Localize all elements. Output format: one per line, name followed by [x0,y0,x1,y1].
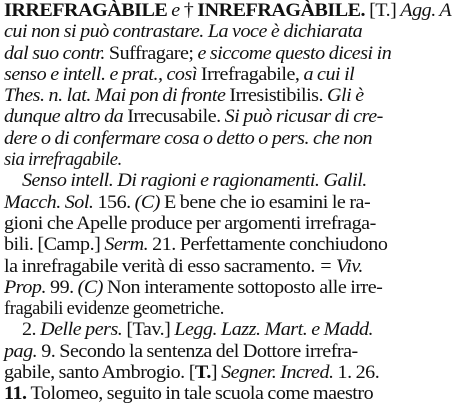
line-content [4,43,391,64]
text-line [4,256,469,277]
line-content [4,298,224,319]
line-content [4,106,383,127]
text-run: [T.] [365,0,401,21]
text-run: Tolomeo, seguito in tale scuola come maestro [30,383,374,405]
text-line [4,319,469,340]
text-run: ] [210,362,222,384]
line-content [4,341,358,362]
text-run: dere o di confermare cosa o detto o pers. che non [4,127,373,149]
text-run: 1. 26. [337,362,380,384]
text-run: fragabili evidenze geometriche. [4,298,224,320]
text-run: 99. [50,276,78,298]
line-content [4,234,387,255]
text-run: pag. [4,340,42,362]
line-content [22,319,373,340]
text-run: Senso intell. Di ragioni e ragionamenti. Galil. [22,170,367,192]
text-run: e [167,0,184,21]
line-content [4,192,370,213]
text-line [4,0,469,21]
line-content [4,21,362,42]
text-run: Suffragare; [108,42,198,64]
text-run: 9. Secondo la sentenza del Dottore irrefra- [41,340,358,362]
text-line [4,128,469,149]
text-run: Macch. Sol. [4,191,98,213]
text-run: a cui il [303,63,355,85]
text-run: 156. [97,191,135,213]
line-content [4,85,364,106]
text-run: Legg. Lazz. Mart. e Madd. [174,319,374,341]
text-run: [Tav.] [126,319,175,341]
line-content [4,256,363,277]
text-run: = Viv. [318,255,363,277]
text-line [4,85,469,106]
text-run: INREFRAGÀBILE. [197,0,366,21]
text-run: Irresistibilis. [229,85,328,107]
line-content [4,362,379,383]
text-line [4,43,469,64]
line-content [4,149,122,170]
text-run: sia irrefragabile. [4,149,122,171]
dictionary-entry [4,0,469,405]
text-line [4,106,469,127]
text-run: Irrefragabile, [200,63,304,85]
text-line [4,341,469,362]
line-content [4,0,451,21]
text-run: la inrefragabile verità di esso sacramento. [4,255,319,277]
text-run: Delle pers. [40,319,127,341]
line-content [22,170,367,191]
text-run: IRREFRAGÀBILE [4,0,168,21]
text-line [4,213,469,234]
text-line [4,21,469,42]
text-line [4,362,469,383]
text-run: Si può ricusar di cre- [224,106,383,128]
text-run: T. [194,362,211,384]
text-run: Serm. [104,234,153,256]
text-run: senso e intell. e prat., così [4,63,201,85]
text-run: † [183,0,198,21]
text-run: Agg. A [400,0,452,21]
text-line [4,298,469,319]
text-run: gabile, santo Ambrogio. [ [4,362,195,384]
text-run: E bene che io esamini le ra- [163,191,371,213]
line-content [4,383,373,404]
text-run: Gli è [327,85,364,107]
text-run: bili. [Camp.] [4,234,105,256]
line-content [4,128,372,149]
text-line [4,192,469,213]
text-run: dal suo contr. [4,42,109,64]
text-line [4,64,469,85]
text-run: dunque altro da [4,106,128,128]
text-run: e siccome questo dicesi in [197,42,392,64]
text-run: cui non si può contrastare. La voce è dichiarata [4,21,363,43]
text-run: (C) [134,191,164,213]
text-line [4,383,469,404]
line-content [4,277,382,298]
text-line [4,149,469,170]
text-run: Prop. [4,276,51,298]
text-run: 2. [22,319,41,341]
text-run: (C) [77,276,107,298]
line-content [4,213,376,234]
text-run: Irrecusabile. [127,106,225,128]
text-run: gioni che Apelle produce per argomenti irrefraga- [4,212,376,234]
text-run: Segner. Incred. [221,362,338,384]
line-content [4,64,354,85]
text-run: 11. [4,383,31,405]
text-line [4,170,469,191]
text-run: Thes. n. lat. Mai pon di fronte [4,85,230,107]
text-line [4,277,469,298]
text-line [4,234,469,255]
text-run: Non interamente sottoposto alle irre- [106,276,383,298]
text-run: 21. Perfettamente conchiudono [152,234,388,256]
